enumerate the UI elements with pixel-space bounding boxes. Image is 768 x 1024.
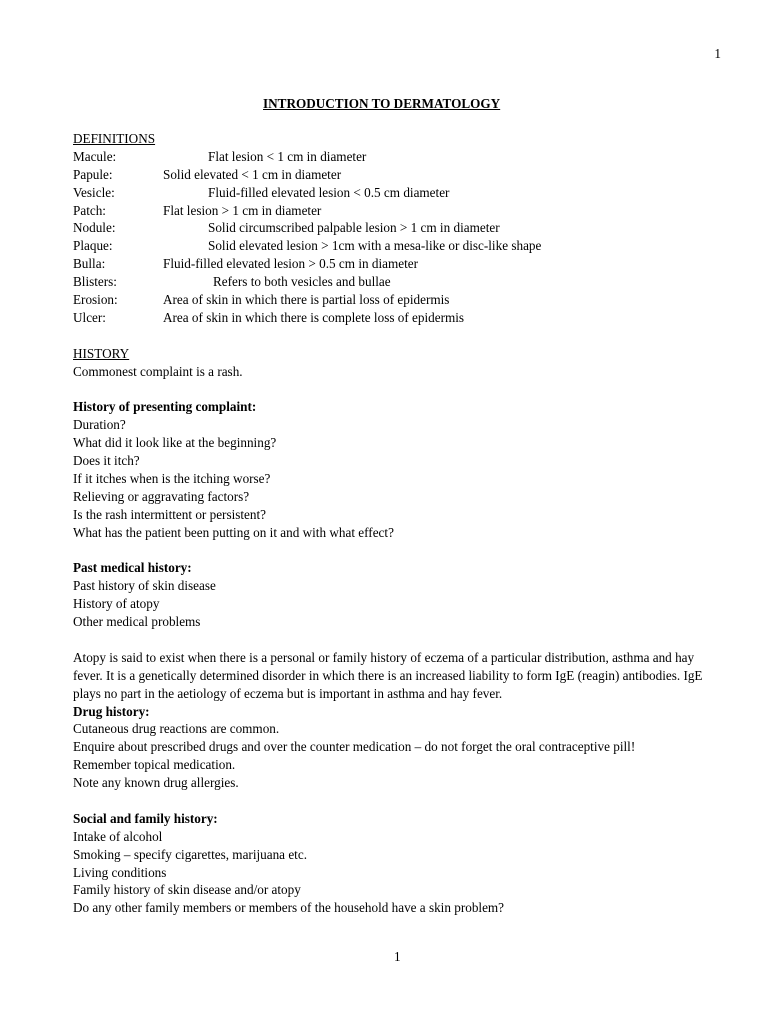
definition-term: Bulla: [73, 256, 106, 272]
question-line: What has the patient been putting on it and with what effect? [73, 524, 394, 540]
definition-row [73, 184, 723, 202]
definitions-heading: DEFINITIONS [73, 131, 156, 146]
question-line: Relieving or aggravating factors? [73, 488, 250, 504]
definition-row [73, 273, 723, 291]
definition-term: Erosion: [73, 292, 118, 308]
definition-description: Solid elevated lesion > 1cm with a mesa-like or disc-like shape [208, 238, 542, 254]
definition-term: Patch: [73, 202, 106, 218]
presenting-complaint-heading: History of presenting complaint: [73, 399, 257, 415]
definitions-list [73, 148, 723, 327]
page-number-bottom: 1 [394, 949, 401, 964]
social-family-heading: Social and family history: [73, 810, 218, 826]
definition-row [73, 255, 723, 273]
definition-description: Fluid-filled elevated lesion > 0.5 cm in diameter [163, 256, 418, 272]
text-line: Do any other family members or members of the household have a skin problem? [73, 900, 505, 916]
text-line: Enquire about prescribed drugs and over the counter medication – do not forget the oral contraceptive pill! [73, 739, 636, 755]
text-line: History of atopy [73, 596, 160, 612]
definition-row [73, 309, 723, 327]
definition-term: Macule: [73, 148, 117, 164]
definition-row [73, 148, 723, 166]
definition-description: Solid elevated < 1 cm in diameter [163, 166, 342, 182]
past-medical-heading: Past medical history: [73, 560, 192, 576]
definition-term: Nodule: [73, 220, 116, 236]
definition-row [73, 219, 723, 237]
text-line: Other medical problems [73, 614, 201, 630]
text-line: Note any known drug allergies. [73, 775, 239, 791]
definition-term: Plaque: [73, 238, 113, 254]
atopy-paragraph: Atopy is said to exist when there is a personal or family history of eczema of a particular distribution, asthma and hay fever. It is a genetically determined disorder in which there is an increased liability to form IgE (reagin) antibodies. IgE plays no part in the aetiology of eczema but is important in asthma and hay fever. [73, 649, 703, 701]
text-line: Past history of skin disease [73, 578, 216, 594]
text-line: Living conditions [73, 864, 167, 880]
definition-row [73, 237, 723, 255]
text-line: Intake of alcohol [73, 828, 163, 844]
text-line: Cutaneous drug reactions are common. [73, 721, 280, 737]
page-number-top: 1 [714, 46, 721, 61]
question-line: What did it look like at the beginning? [73, 435, 277, 451]
definition-description: Area of skin in which there is complete loss of epidermis [163, 309, 465, 325]
history-intro: Commonest complaint is a rash. [73, 363, 243, 379]
text-line: Smoking – specify cigarettes, marijuana etc. [73, 846, 308, 862]
question-line: Does it itch? [73, 453, 140, 469]
document-body [73, 130, 723, 917]
definition-term: Ulcer: [73, 309, 106, 325]
definition-description: Flat lesion < 1 cm in diameter [208, 148, 367, 164]
question-line: Duration? [73, 417, 126, 433]
definition-description: Fluid-filled elevated lesion < 0.5 cm diameter [208, 184, 450, 200]
question-line: If it itches when is the itching worse? [73, 470, 271, 486]
definition-row [73, 166, 723, 184]
definition-term: Vesicle: [73, 184, 115, 200]
drug-history-heading: Drug history: [73, 703, 150, 719]
definition-row [73, 291, 723, 309]
text-line: Family history of skin disease and/or atopy [73, 882, 301, 898]
definition-term: Blisters: [73, 274, 117, 290]
document-title: INTRODUCTION TO DERMATOLOGY [263, 96, 501, 111]
definition-description: Area of skin in which there is partial loss of epidermis [163, 292, 450, 308]
history-heading: HISTORY [73, 345, 130, 361]
definition-description: Refers to both vesicles and bullae [213, 274, 391, 290]
definition-description: Solid circumscribed palpable lesion > 1 cm in diameter [208, 220, 500, 236]
definition-description: Flat lesion > 1 cm in diameter [163, 202, 322, 218]
question-line: Is the rash intermittent or persistent? [73, 506, 266, 522]
text-line: Remember topical medication. [73, 757, 236, 773]
definition-row [73, 202, 723, 220]
definition-term: Papule: [73, 166, 113, 182]
